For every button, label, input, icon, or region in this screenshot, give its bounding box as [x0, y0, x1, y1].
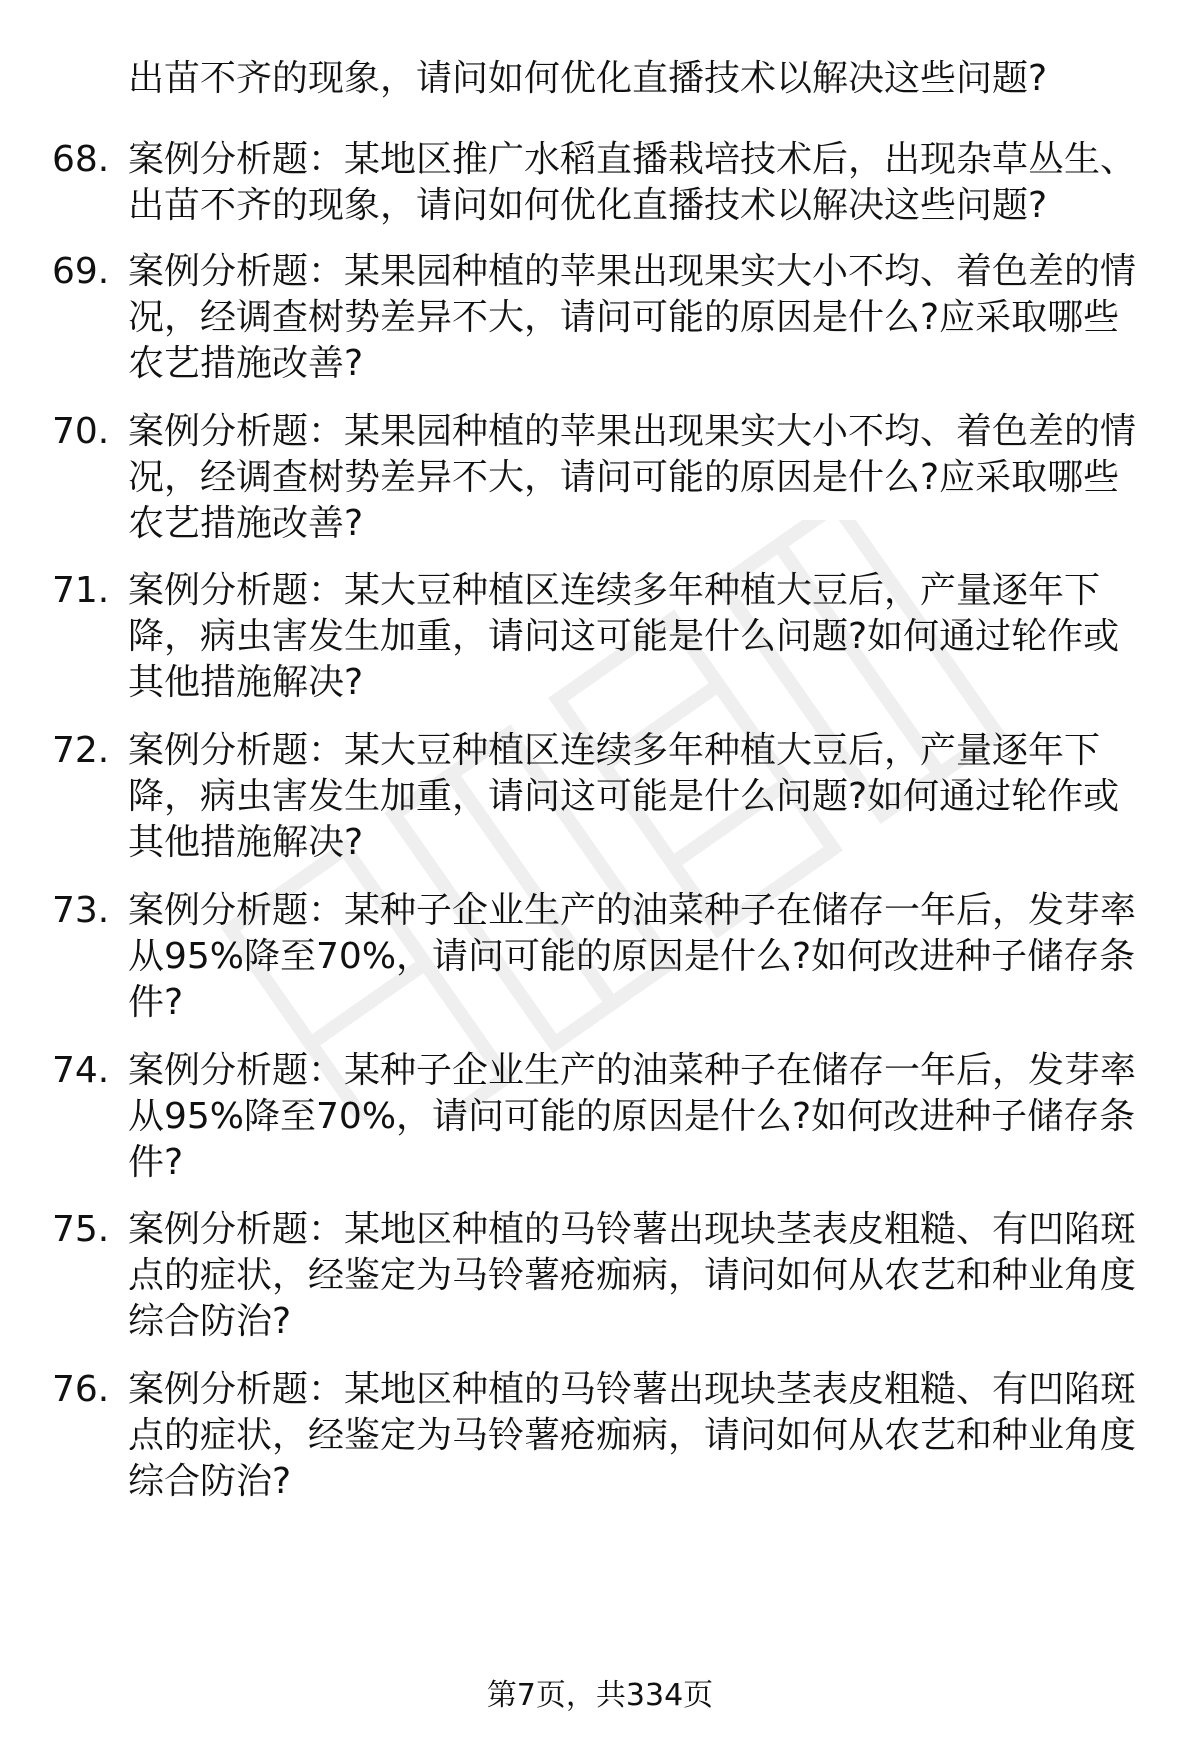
- page-footer: 第7页，共334页: [486, 1678, 714, 1713]
- question-text: 案例分析题：某大豆种植区连续多年种植大豆后，产量逐年下降，病虫害发生加重，请问这可能是什么问题?如何通过轮作或其他措施解决?: [128, 570, 1120, 703]
- question-text: 案例分析题：某种子企业生产的油菜种子在储存一年后，发芽率从95%降至70%，请问可能的原因是什么?如何改进种子储存条件?: [128, 890, 1137, 1023]
- question-number: 69.: [52, 251, 110, 292]
- question-text: 案例分析题：某果园种植的苹果出现果实大小不均、着色差的情况，经调查树势差异不大，请问可能的原因是什么?应采取哪些农艺措施改善?: [128, 411, 1137, 544]
- question-text: 案例分析题：某大豆种植区连续多年种植大豆后，产量逐年下降，病虫害发生加重，请问这可能是什么问题?如何通过轮作或其他措施解决?: [128, 730, 1120, 863]
- question-number: 73.: [52, 890, 110, 931]
- question-number: 74.: [52, 1050, 110, 1091]
- question-text: 案例分析题：某地区推广水稻直播栽培技术后，出现杂草丛生、出苗不齐的现象，请问如何优化直播技术以解决这些问题?: [128, 139, 1137, 226]
- question-number: 75.: [52, 1209, 110, 1250]
- question-text: 案例分析题：某果园种植的苹果出现果实大小不均、着色差的情况，经调查树势差异不大，请问可能的原因是什么?应采取哪些农艺措施改善?: [128, 251, 1137, 384]
- question-number: 68.: [52, 139, 110, 180]
- question-number: 71.: [52, 570, 110, 611]
- question-text: 案例分析题：某地区种植的马铃薯出现块茎表皮粗糙、有凹陷斑点的症状，经鉴定为马铃薯疮痂病，请问如何从农艺和种业角度综合防治?: [128, 1369, 1137, 1502]
- question-text: 案例分析题：某种子企业生产的油菜种子在储存一年后，发芽率从95%降至70%，请问可能的原因是什么?如何改进种子储存条件?: [128, 1050, 1137, 1183]
- question-number: 72.: [52, 730, 110, 771]
- question-number: 70.: [52, 411, 110, 452]
- continued-question-text: 出苗不齐的现象，请问如何优化直播技术以解决这些问题?: [128, 58, 1048, 99]
- question-number: 76.: [52, 1369, 110, 1410]
- question-text: 案例分析题：某地区种植的马铃薯出现块茎表皮粗糙、有凹陷斑点的症状，经鉴定为马铃薯疮痂病，请问如何从农艺和种业角度综合防治?: [128, 1209, 1137, 1342]
